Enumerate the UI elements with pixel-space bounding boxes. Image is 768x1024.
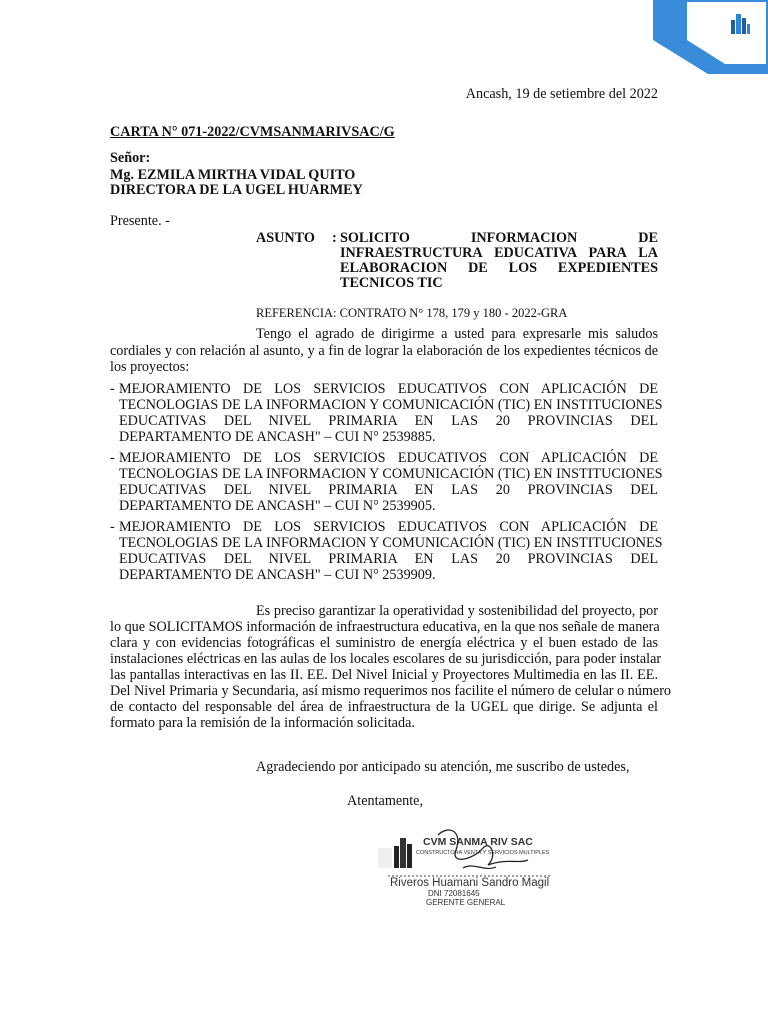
project-line: TECNOLOGIAS DE LA INFORMACION Y COMUNICACIÓN (TIC) EN INSTITUCIONES bbox=[119, 466, 663, 482]
recipient-name: Mg. EZMILA MIRTHA VIDAL QUITO bbox=[110, 167, 356, 183]
logo-badge-shape bbox=[653, 0, 768, 74]
salutation: Señor: bbox=[110, 150, 151, 166]
svg-text:DNI 72081645: DNI 72081645 bbox=[428, 889, 480, 898]
body-line: formato para la remisión de la información solicitada. bbox=[110, 715, 415, 731]
project-line: EDUCATIVAS DEL NIVEL PRIMARIA EN LAS 20 PROVINCIAS DEL bbox=[119, 551, 658, 567]
project-line: EDUCATIVAS DEL NIVEL PRIMARIA EN LAS 20 PROVINCIAS DEL bbox=[119, 482, 658, 498]
letter-date: Ancash, 19 de setiembre del 2022 bbox=[465, 86, 658, 102]
body-line: clara y con evidencias fotográficas el suministro de energía eléctrica y el buen estado de las bbox=[110, 635, 658, 651]
asunto-line: SOLICITO INFORMACION DE bbox=[340, 230, 658, 246]
asunto-colon: : bbox=[332, 230, 337, 246]
body-line: Del Nivel Primaria y Secundaria, así mismo requerimos nos facilite el número de celular o número bbox=[110, 683, 672, 699]
atentamente: Atentamente, bbox=[347, 793, 424, 809]
signature-graphic bbox=[378, 820, 558, 915]
body-line: lo que SOLICITAMOS información de infraestructura educativa, en la que nos señale de manera bbox=[110, 619, 660, 635]
project-line: DEPARTAMENTO DE ANCASH" – CUI N° 2539909. bbox=[119, 567, 436, 583]
project-line: MEJORAMIENTO DE LOS SERVICIOS EDUCATIVOS CON APLICACIÓN DE bbox=[119, 381, 658, 397]
asunto-line: TECNICOS TIC bbox=[340, 275, 443, 291]
body-line: instalaciones eléctricas en las aulas de los locales escolares de su jurisdicción, para poder instalar bbox=[110, 651, 662, 667]
intro-line: cordiales y con relación al asunto, y a fin de lograr la elaboración de los expedientes técnicos de bbox=[110, 343, 658, 359]
asunto-label: ASUNTO bbox=[256, 230, 315, 246]
asunto-line: INFRAESTRUCTURA EDUCATIVA PARA LA bbox=[340, 245, 658, 261]
svg-text:CVM SANMA RIV SAC: CVM SANMA RIV SAC bbox=[423, 836, 533, 848]
body-line: de contacto del responsable del área de infraestructura de la UGEL que dirige. Se adjunta el bbox=[110, 699, 658, 715]
project-line: MEJORAMIENTO DE LOS SERVICIOS EDUCATIVOS CON APLICACIÓN DE bbox=[119, 519, 658, 535]
letter-number: CARTA N° 071-2022/CVMSANMARIVSAC/G bbox=[110, 124, 395, 140]
svg-text:CONSTRUCTORA VENTA Y SERVICIOS: CONSTRUCTORA VENTA Y SERVICIOS MULTIPLES bbox=[416, 850, 550, 856]
intro-line: los proyectos: bbox=[110, 359, 190, 375]
project-line: TECNOLOGIAS DE LA INFORMACION Y COMUNICACIÓN (TIC) EN INSTITUCIONES bbox=[119, 535, 663, 551]
presente: Presente. - bbox=[110, 213, 170, 229]
svg-text:Riveros Huamani Sandro Magil: Riveros Huamani Sandro Magil bbox=[390, 877, 550, 889]
project-dash: - bbox=[110, 519, 115, 535]
project-line: DEPARTAMENTO DE ANCASH" – CUI N° 2539885. bbox=[119, 429, 436, 445]
closing-line: Agradeciendo por anticipado su atención, me suscribo de ustedes, bbox=[256, 759, 630, 775]
project-dash: - bbox=[110, 450, 115, 466]
signature-stamp bbox=[378, 820, 558, 915]
company-logo-badge bbox=[653, 0, 768, 74]
intro-line: Tengo el agrado de dirigirme a usted para expresarle mis saludos bbox=[256, 326, 658, 342]
asunto-line: ELABORACION DE LOS EXPEDIENTES bbox=[340, 260, 658, 276]
project-line: TECNOLOGIAS DE LA INFORMACION Y COMUNICACIÓN (TIC) EN INSTITUCIONES bbox=[119, 397, 663, 413]
body-line: Es preciso garantizar la operatividad y sostenibilidad del proyecto, por bbox=[256, 603, 658, 619]
project-line: EDUCATIVAS DEL NIVEL PRIMARIA EN LAS 20 PROVINCIAS DEL bbox=[119, 413, 658, 429]
body-line: las pantallas interactivas en las II. EE. Del Nivel Inicial y Proyectores Multimedia en las II. EE. bbox=[110, 667, 658, 683]
project-line: MEJORAMIENTO DE LOS SERVICIOS EDUCATIVOS CON APLICACIÓN DE bbox=[119, 450, 658, 466]
recipient-role: DIRECTORA DE LA UGEL HUARMEY bbox=[110, 182, 363, 198]
project-dash: - bbox=[110, 381, 115, 397]
project-line: DEPARTAMENTO DE ANCASH" – CUI N° 2539905. bbox=[119, 498, 436, 514]
svg-text:GERENTE GENERAL: GERENTE GENERAL bbox=[426, 898, 506, 907]
referencia: REFERENCIA: CONTRATO N° 178, 179 y 180 - 2022-GRA bbox=[256, 306, 568, 320]
